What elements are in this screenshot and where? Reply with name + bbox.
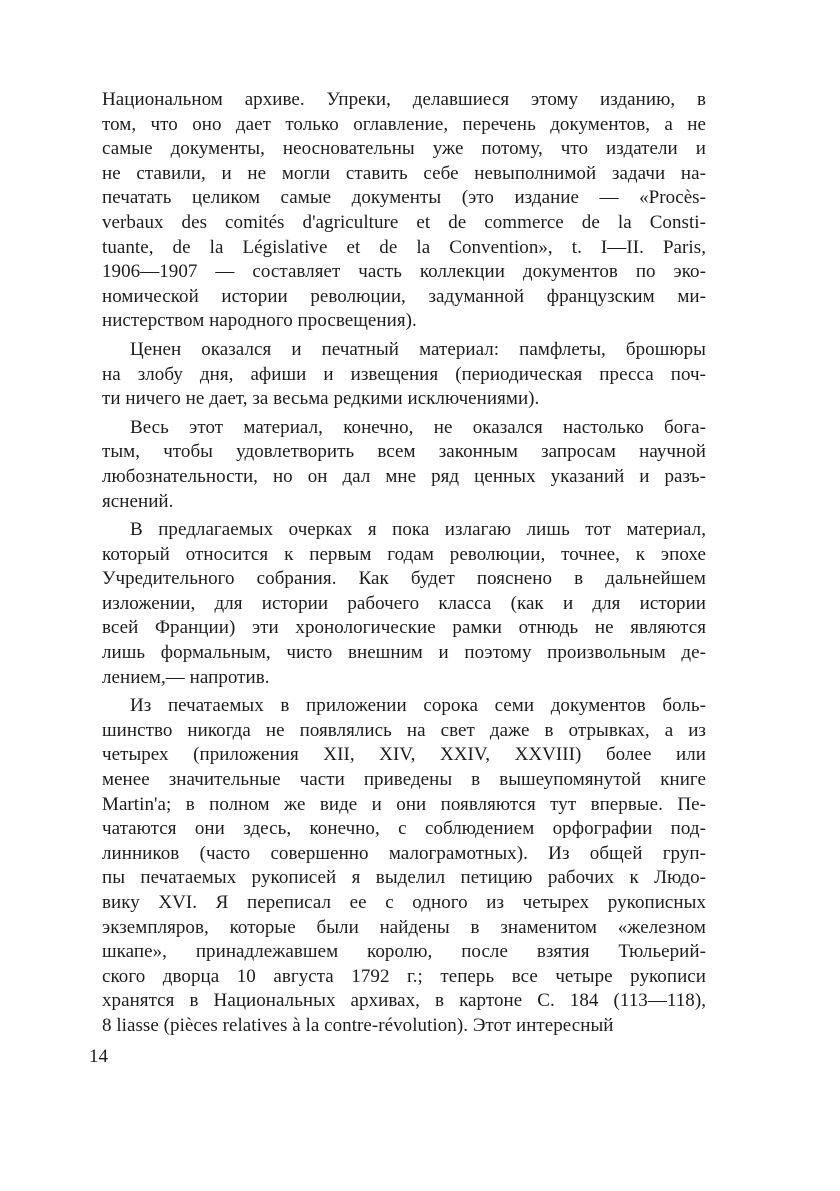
- page-number: 14: [89, 1046, 108, 1067]
- body-text: [102, 88, 706, 1039]
- text-line: четырех (приложения XII, XIV, XXIV, XXVIII) более или: [102, 744, 706, 766]
- text-line: вику XVI. Я переписал ее с одного из четырех рукописных: [102, 892, 706, 913]
- text-line: ского дворца 10 августа 1792 г.; теперь все четыре рукописи: [102, 965, 706, 987]
- text-line: хранятся в Национальных архивах, в картоне С. 184 (113—118),: [102, 990, 706, 1012]
- text-line: Национальном архиве. Упреки, делавшиеся этому изданию, в: [102, 89, 706, 110]
- text-line: изложении, для истории рабочего класса (как и для истории: [102, 592, 706, 614]
- text-line: тым, чтобы удовлетворить всем законным запросам научной: [102, 441, 706, 463]
- text-line: шинство никогда не появлялись на свет даже в отрывках, а из: [102, 719, 706, 741]
- text-line: tuante, de la Législative et de la Convention», t. I—II. Paris,: [102, 236, 706, 258]
- text-line: пы печатаемых рукописей я выделил петицию рабочих к Людо-: [102, 867, 706, 889]
- text-line: Весь этот материал, конечно, не оказался настолько бога-: [130, 416, 706, 438]
- text-line: 1906—1907 — составляет часть коллекции документов по эко-: [102, 261, 706, 283]
- text-line: менее значительные части приведены в вышеупомянутой книге: [102, 769, 706, 791]
- text-line: 8 liasse (pièces relatives à la contre-révolution). Этот интересный: [102, 1014, 614, 1036]
- text-line: лишь формальным, чисто внешним и поэтому произвольным де-: [102, 642, 706, 664]
- text-line: Ценен оказался и печатный материал: памфлеты, брошюры: [130, 338, 706, 360]
- text-line: на злобу дня, афиши и извещения (периодическая пресса поч-: [102, 363, 706, 385]
- text-line: любознательности, но он дал мне ряд ценных указаний и разъ-: [102, 465, 706, 487]
- text-line: который относится к первым годам революции, точнее, к эпохе: [102, 543, 706, 565]
- text-line: яснений.: [102, 490, 174, 512]
- text-line: экземпляров, которые были найдены в знаменитом «железном: [102, 916, 706, 938]
- paragraph: [102, 416, 706, 514]
- text-line: номической истории революции, задуманной французским ми-: [102, 285, 706, 307]
- text-line: шкапе», принадлежавшем королю, после взятия Тюльерий-: [102, 941, 706, 963]
- text-line: самые документы, неосновательны уже потому, что издатели и: [102, 138, 706, 160]
- text-line: печатать целиком самые документы (это издание — «Procès-: [102, 187, 706, 209]
- text-line: Учредительного собрания. Как будет пояснено в дальнейшем: [102, 568, 706, 590]
- paragraph: [102, 694, 706, 1038]
- paragraph: [102, 88, 706, 334]
- text-line: ти ничего не дает, за весьма редкими исключениями).: [102, 388, 540, 410]
- text-line: лением,— напротив.: [102, 666, 270, 688]
- text-line: линников (часто совершенно малограмотных). Из общей груп-: [102, 842, 706, 864]
- text-line: Martin'a; в полном же виде и они появляются тут впервые. Пе-: [102, 793, 706, 815]
- text-line: Из печатаемых в приложении сорока семи документов боль-: [130, 695, 706, 717]
- text-line: нистерством народного просвещения).: [102, 310, 417, 332]
- text-line: том, что оно дает только оглавление, перечень документов, а не: [102, 113, 706, 135]
- text-line: всей Франции) эти хронологические рамки отнюдь не являются: [102, 617, 706, 639]
- text-line: чатаются они здесь, конечно, с соблюдением орфографии под-: [102, 818, 706, 840]
- paragraph: [102, 338, 706, 412]
- paragraph: [102, 518, 706, 690]
- text-line: В предлагаемых очерках я пока излагаю лишь тот материал,: [130, 519, 706, 541]
- text-line: не ставили, и не могли ставить себе невыполнимой задачи на-: [102, 162, 706, 184]
- text-line: verbaux des comités d'agriculture et de commerce de la Consti-: [102, 211, 706, 233]
